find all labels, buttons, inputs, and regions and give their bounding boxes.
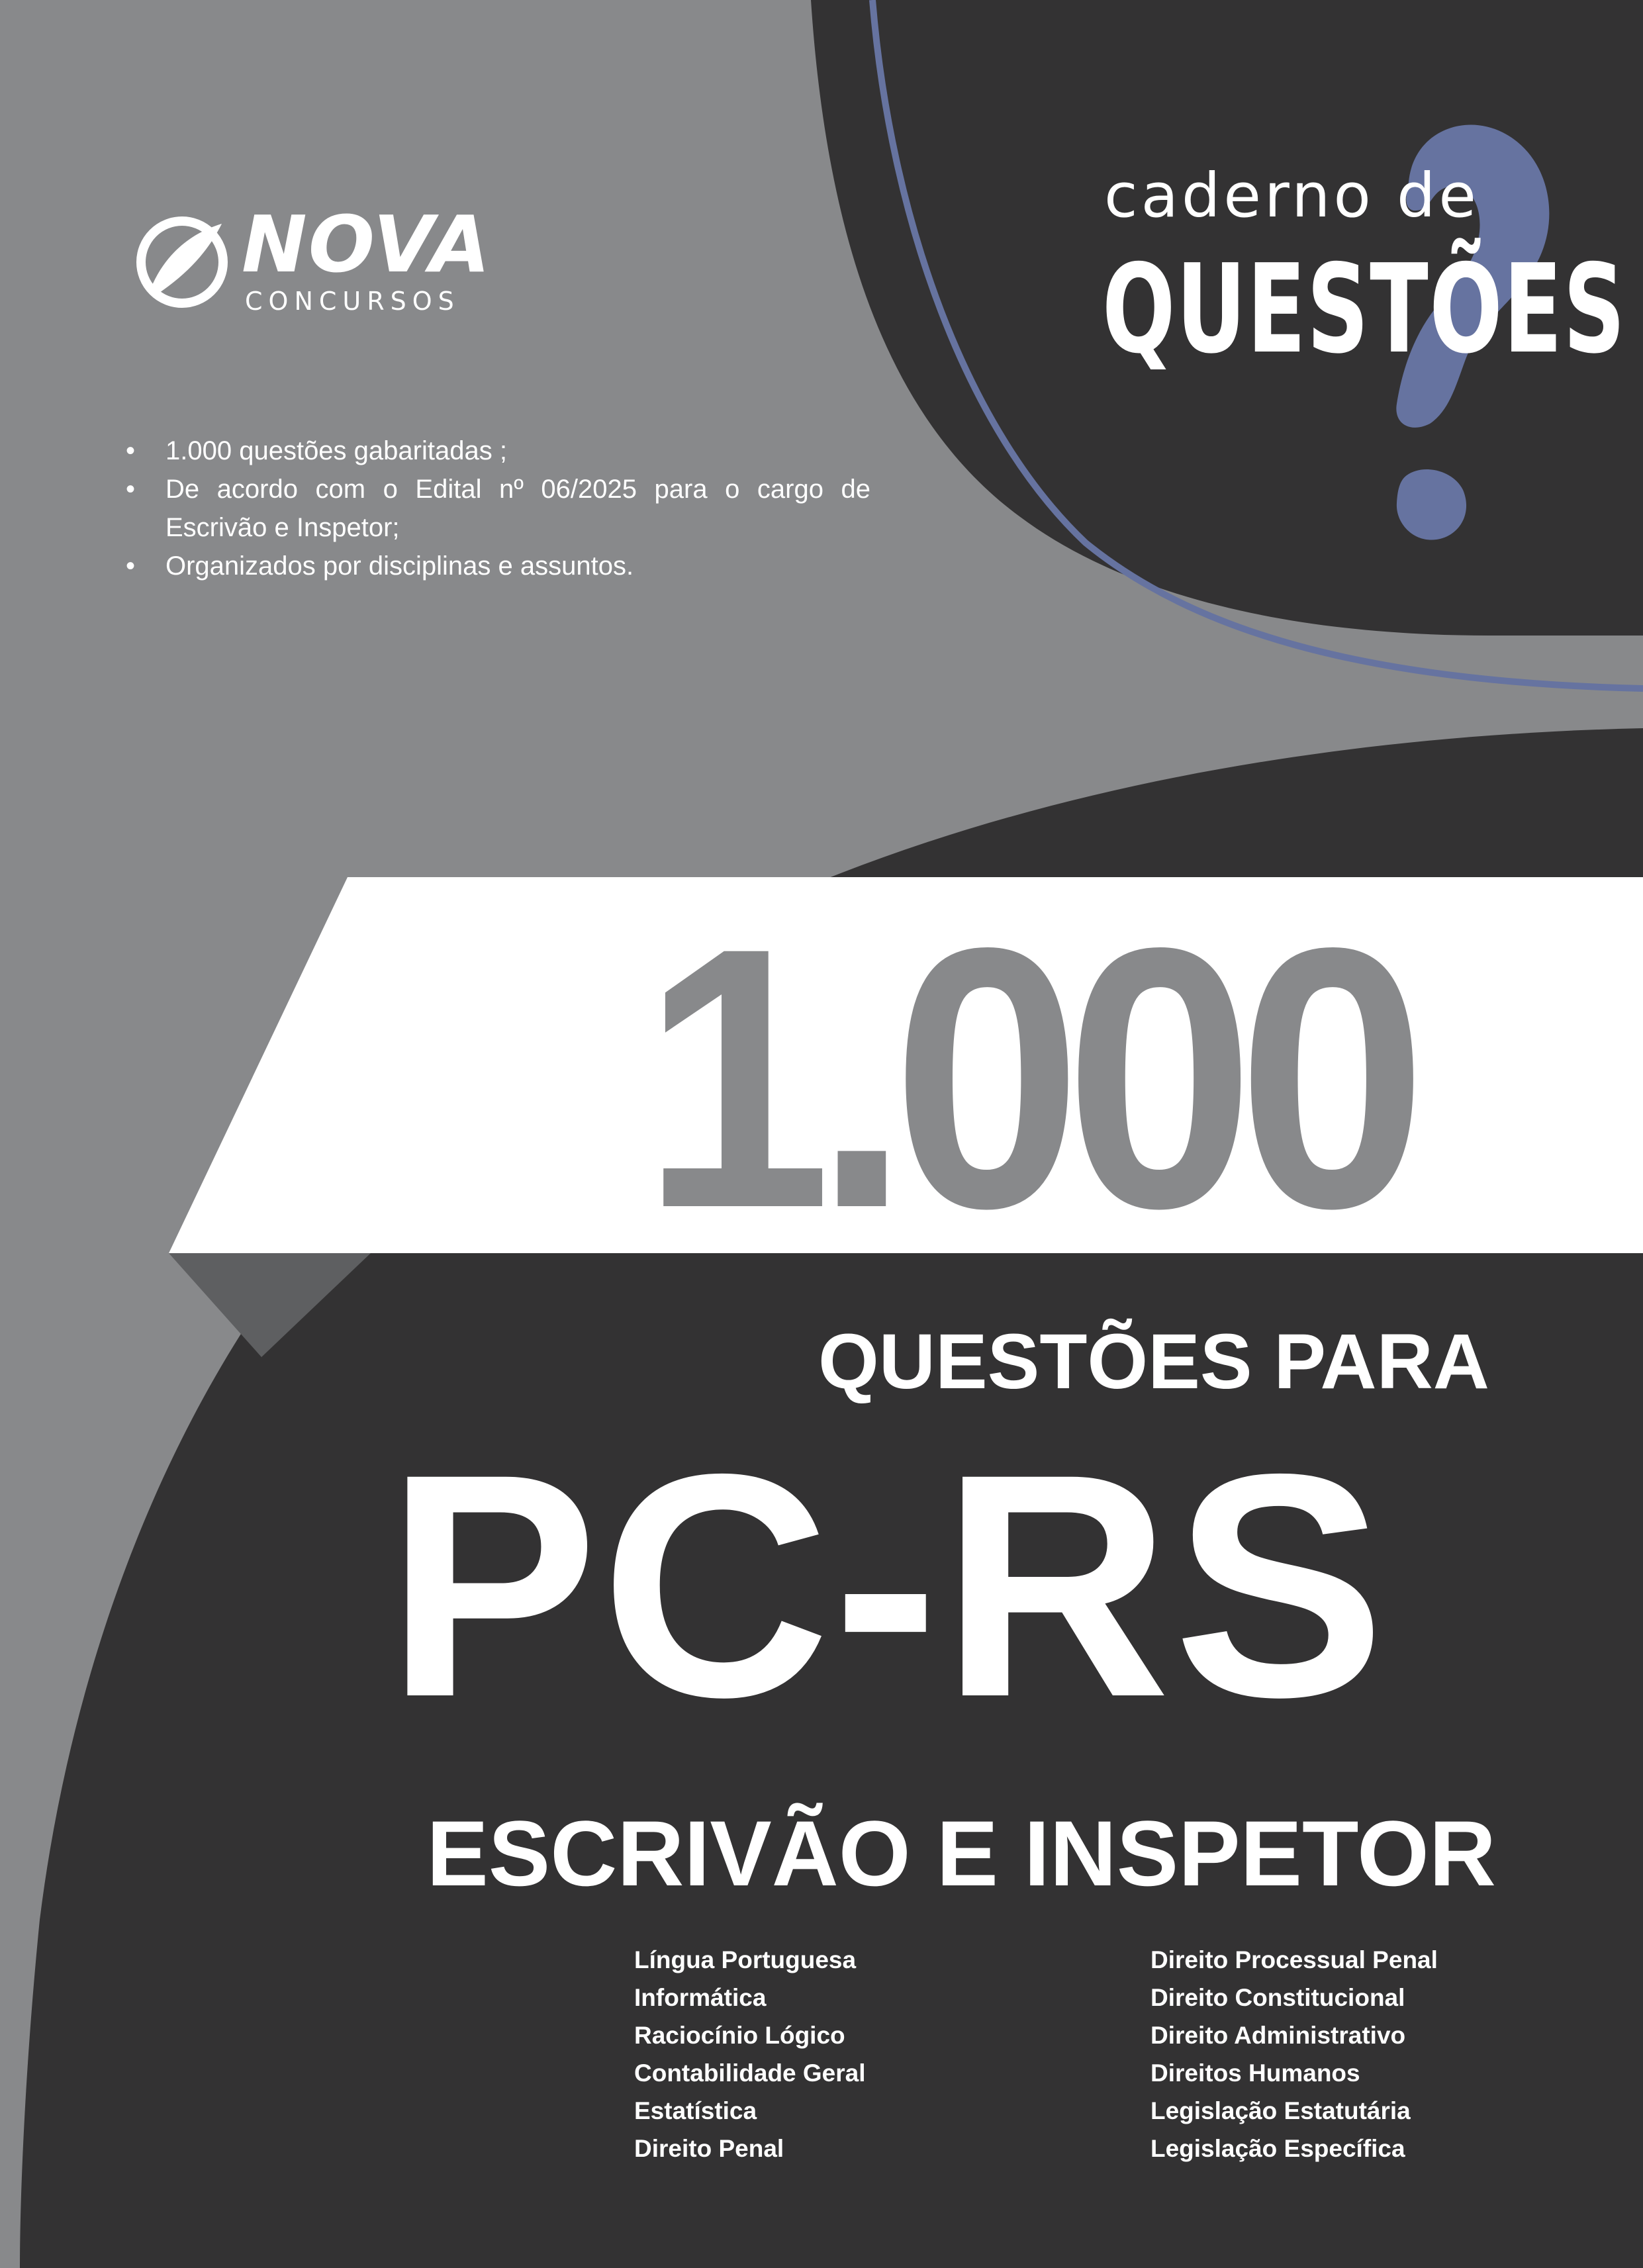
feature-item: • Organizados por disciplinas e assuntos. [126, 547, 870, 585]
logo-subtitle: CONCURSOS [245, 287, 460, 316]
subject-item: Direito Constitucional [1150, 1984, 1405, 2011]
subject-item: Direito Processual Penal [1150, 1946, 1438, 1973]
subject-item: Direito Administrativo [1150, 2022, 1406, 2049]
subjects-right-column [1150, 1941, 1438, 2167]
feature-item: • De acordo com o Edital nº 06/2025 para o cargo de Escrivão e Inspetor; [126, 470, 870, 547]
subject-item: Direitos Humanos [1150, 2059, 1360, 2087]
series-line-2: QUESTÕES [1102, 238, 1626, 381]
organ-title: PC-RS [386, 1407, 1388, 1763]
subject-item: Informática [634, 1984, 767, 2011]
publisher-logo [136, 199, 492, 316]
subject-item: Estatística [634, 2097, 757, 2124]
question-count: 1.000 [641, 871, 1411, 1285]
subject-item: Raciocínio Lógico [634, 2022, 845, 2049]
feature-item: • 1.000 questões gabaritadas ; [126, 432, 870, 470]
subject-item: Direito Penal [634, 2135, 784, 2162]
logo-name: NOVA [242, 199, 492, 290]
subject-item: Legislação Específica [1150, 2135, 1405, 2162]
series-line-1: caderno de [1104, 160, 1480, 231]
position-title: ESCRIVÃO E INSPETOR [426, 1801, 1496, 1905]
subject-item: Contabilidade Geral [634, 2059, 866, 2087]
subject-item: Língua Portuguesa [634, 1946, 857, 1973]
subjects-left-column [634, 1941, 866, 2167]
feature-list [126, 432, 870, 585]
headline-subtitle: QUESTÕES PARA [818, 1318, 1489, 1405]
subject-item: Legislação Estatutária [1150, 2097, 1411, 2124]
